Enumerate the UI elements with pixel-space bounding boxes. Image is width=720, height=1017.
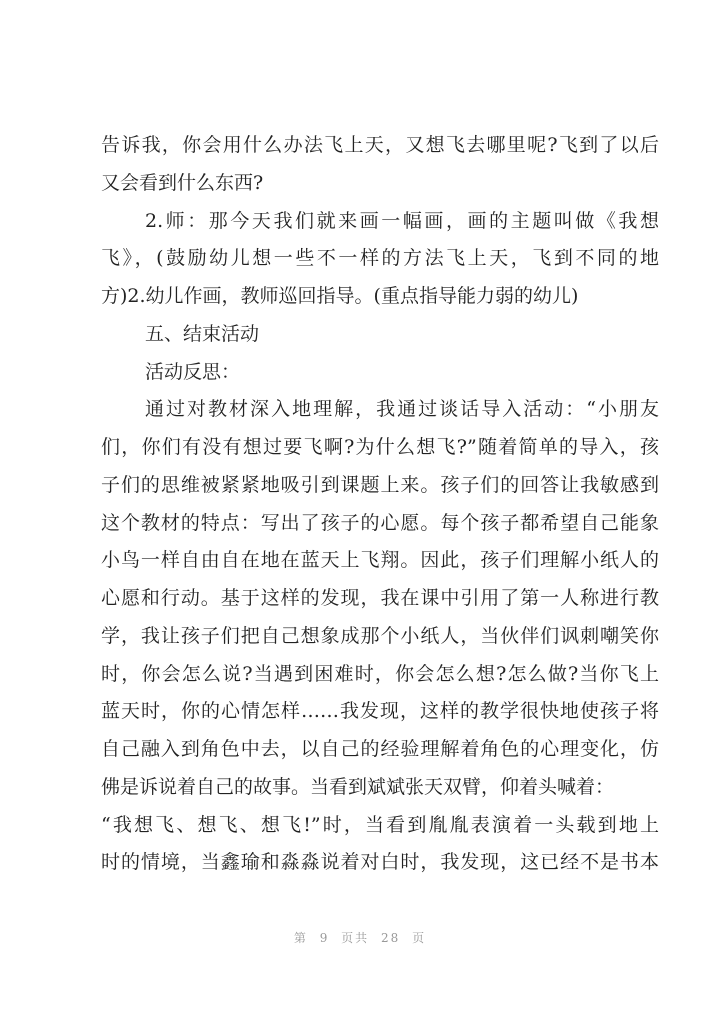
text-line: 告诉我，你会用什么办法飞上天，又想飞去哪里呢?飞到了以后 [101, 134, 659, 156]
text-line: 蓝天时，你的心情怎样……我发现，这样的教学很快地使孩子将 [101, 700, 659, 723]
text-line: 又会看到什么东西? [101, 171, 264, 194]
text-line: 佛是诉说着自己的故事。当看到斌斌张天双臂，仰着头喊着： [101, 775, 615, 798]
text-line: 五、结束活动 [145, 322, 260, 345]
page-footer: 第 9 页共 28 页 [293, 931, 427, 945]
text-line: 时，你会怎么说?当遇到困难时，你会怎么想?怎么做?当你飞上 [101, 662, 659, 685]
text-line: 子们的思维被紧紧地吸引到课题上来。孩子们的回答让我敏感到 [101, 473, 659, 496]
text-line: “我想飞、想飞、想飞!”时，当看到胤胤表演着一头载到地上 [101, 813, 659, 836]
text-line: 小鸟一样自由自在地在蓝天上飞翔。因此，孩子们理解小纸人的 [101, 549, 659, 572]
text-line: 这个教材的特点：写出了孩子的心愿。每个孩子都希望自己能象 [101, 511, 659, 534]
text-line: 学，我让孩子们把自己想象成那个小纸人，当伙伴们讽刺嘲笑你 [101, 624, 659, 647]
text-line: 心愿和行动。基于这样的发现，我在课中引用了第一人称进行教 [101, 587, 659, 609]
text-line: 自己融入到角色中去，以自己的经验理解着角色的心理变化，仿 [101, 738, 659, 760]
text-line: 通过对教材深入地理解，我通过谈话导入活动：“小朋友 [145, 398, 659, 421]
text-line: 们，你们有没有想过要飞啊?为什么想飞?”随着简单的导入，孩 [101, 436, 659, 458]
text-line: 时的情境，当鑫瑜和淼淼说着对白时，我发现，这已经不是书本 [101, 851, 659, 874]
text-line: 活动反思： [145, 360, 241, 383]
text-line: 飞》，(鼓励幼儿想一些不一样的方法飞上天，飞到不同的地 [101, 247, 659, 270]
text-line: 方)2.幼儿作画，教师巡回指导。(重点指导能力弱的幼儿) [101, 285, 579, 307]
text-line: 2.师：那今天我们就来画一幅画，画的主题叫做《我想 [145, 209, 659, 232]
